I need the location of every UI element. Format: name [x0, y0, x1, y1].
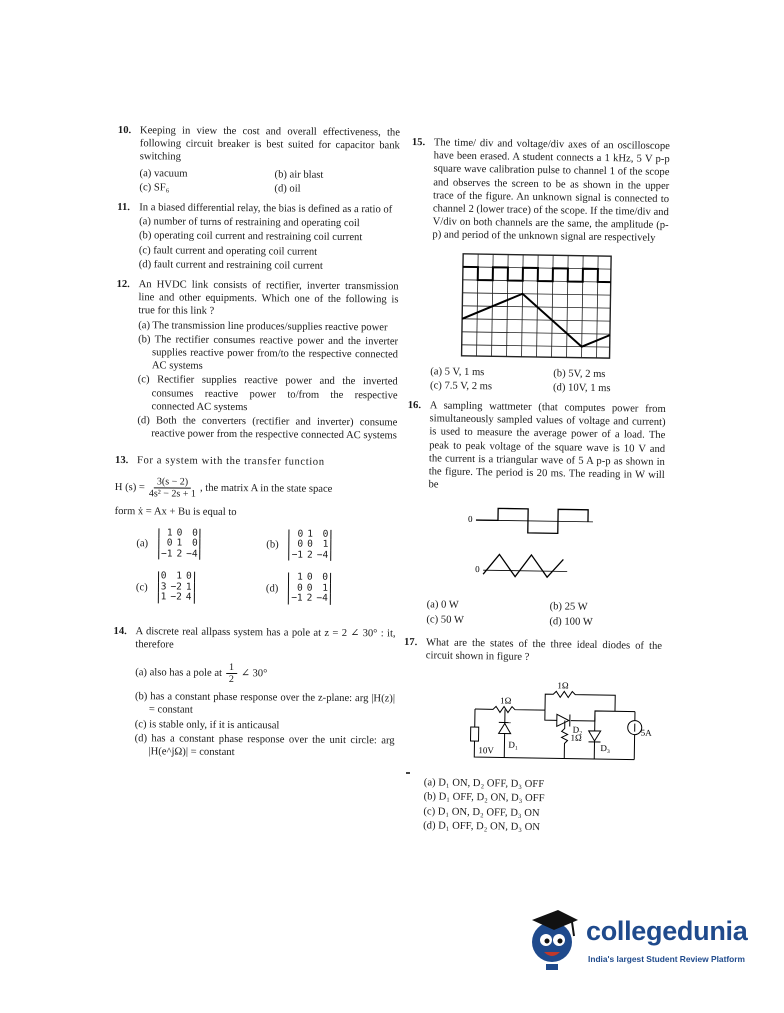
option-c: (c) 7.5 V, 2 ms: [429, 380, 493, 393]
axis-zero-label-current: 0: [475, 564, 480, 575]
matrix-cell: −1: [291, 549, 304, 561]
matrix-cell: 0: [306, 572, 313, 584]
mascot-icon: [526, 908, 582, 974]
matrix-cell: 2: [306, 593, 313, 605]
transfer-function-tail: , the matrix A in the state space: [199, 482, 333, 495]
question-number: 15.: [411, 136, 426, 149]
label-source-v: 10V: [478, 745, 494, 756]
question-text: A sampling wattmeter (that computes power from simultaneously sampled values of voltage and current) is used to measure the average power of a load. The peak to peak voltage of the square wave is 10 V and the current is a triangular wave of 5 A p-p as shown in the figure. The period is 20 ms. The reading in W will be: [428, 400, 666, 491]
options: [139, 166, 399, 197]
options: [426, 598, 662, 630]
matrix-cell: 1: [176, 537, 183, 549]
option-d: (d) has a constant phase response over the unit circle: arg |H(e^jΩ)| = constant: [134, 733, 395, 759]
question-text: An HVDC link consists of rectifier, inverter transmission line and other equipments. Which one of the following is true for this link ?: [138, 279, 399, 318]
option-c: (c) SF₆: [139, 182, 170, 194]
option-c: (c) fault current and operating coil current: [138, 244, 318, 258]
option-d: (d) D₁ OFF, D₂ ON, D₃ ON: [423, 820, 541, 833]
label-d1: D₁: [508, 739, 519, 751]
question-text: For a system with the transfer function: [137, 455, 325, 469]
current-axis: [483, 571, 567, 572]
option-d: (d) fault current and restraining coil current: [138, 259, 323, 272]
matrix-cell: −1: [160, 548, 173, 560]
transfer-function: [115, 476, 397, 501]
question-number: 10.: [117, 124, 132, 137]
matrix-cell: 4: [185, 591, 192, 604]
matrix-options: [136, 528, 397, 605]
question-14: [112, 625, 395, 761]
option-a: (a) 0 W: [426, 599, 459, 612]
question-12: [115, 278, 398, 443]
label-source-i: 5A: [640, 727, 652, 739]
matrix-cell: 0: [192, 527, 198, 539]
brand-tagline: India's largest Student Review Platform: [588, 954, 745, 964]
matrix-cell: 2: [176, 548, 183, 560]
matrix-cell: −2: [170, 581, 182, 593]
option-a: (a) The transmission line produces/supplies reactive power: [138, 319, 388, 334]
stray-mark: [406, 772, 410, 774]
option-a-fraction: [226, 662, 237, 685]
question-number: 14.: [113, 625, 127, 637]
option-a: (a) number of turns of restraining and operating coil: [139, 216, 360, 230]
question-16: [404, 399, 666, 630]
matrix-cell: 1: [166, 527, 173, 539]
upper-trace-square-wave: [463, 266, 611, 281]
question-number: 12.: [116, 279, 130, 291]
right-column: [401, 136, 670, 843]
matrix-cell: −4: [186, 548, 198, 560]
matrix-cell: 0: [307, 539, 313, 551]
matrix-cell: 0: [297, 528, 304, 540]
matrix: [289, 529, 332, 561]
question-11: [117, 201, 400, 273]
question-text: What are the states of the three ideal diodes of the circuit shown in figure ?: [425, 637, 663, 663]
option-b: (b) 25 W: [549, 601, 588, 614]
question-text: A discrete real allpass system has a pole at z = 2 ∠ 30° : it, therefore: [135, 626, 396, 651]
matrix-cell: 0: [306, 582, 313, 594]
collegedunia-logo[interactable]: [526, 908, 756, 978]
matrix-cell: 0: [160, 570, 167, 582]
left-column: [112, 124, 400, 768]
option-c: (c) Rectifier supplies reactive power and the inverted consumes reactive power to/from the respective connected AC systems: [137, 374, 398, 413]
diode-circuit: [444, 669, 656, 772]
matrix-cell: −1: [291, 592, 303, 605]
matrix-cell: 0: [191, 538, 198, 550]
matrix-cell: 1: [297, 571, 303, 584]
matrix-cell: 2: [307, 549, 313, 561]
wattmeter-waveforms: [467, 504, 608, 592]
option-c: (c) is stable only, if it is anticausal: [134, 718, 280, 732]
label-d2: D₂: [572, 724, 583, 736]
question-text-2: form ẋ = Ax + Bu is equal to: [114, 505, 237, 518]
question-number: 16.: [407, 399, 422, 412]
label-r-mid: 1Ω: [570, 732, 582, 744]
matrix-cell: 0: [185, 570, 192, 583]
denominator: 2: [228, 674, 234, 686]
question-number: 13.: [115, 455, 129, 467]
option-b: (b) D₁ OFF, D₂ ON, D₃ OFF: [423, 791, 545, 805]
matrix-option-label: (c): [135, 581, 148, 593]
option-a: (a) D₁ ON, D₂ OFF, D₃ OFF: [423, 777, 545, 791]
matrix: [288, 573, 331, 605]
option-b: (b) air blast: [274, 168, 324, 181]
matrix: [158, 572, 195, 604]
matrix-cell: 0: [322, 528, 329, 540]
question-number: 11.: [117, 202, 130, 214]
matrix-cell: 1: [307, 528, 314, 540]
matrix-option-label: (d): [265, 582, 279, 594]
matrix-option-label: (b): [266, 539, 279, 551]
matrix-option-label: (a): [136, 538, 149, 550]
label-r-left: 1Ω: [500, 695, 512, 706]
question-15: [408, 136, 670, 396]
question-text: In a biased differential relay, the bias is defined as a ratio of: [139, 202, 393, 216]
brand-name: collegedunia: [586, 916, 748, 946]
resistor-left: [475, 706, 545, 713]
matrix-cell: 0: [296, 582, 303, 594]
matrix-cell: 1: [176, 570, 183, 582]
question-13: [114, 454, 397, 605]
option-a: (a) vacuum: [139, 167, 188, 180]
question-text: The time/ div and voltage/div axes of an oscilloscope have been erased. A student connects a 1 kHz, 5 V p-p square wave calibration pulse to channel 1 of the scope and observes the screen to be as shown in the upper trace of the figure. An unknown signal is connected to channel 2 (lower trace) of the scope. If the time/div and V/div on both channels are the same, the amplitude (p-p) and period of the unknown signal are respectively: [432, 137, 670, 245]
option-a-suffix: ∠ 30°: [240, 668, 268, 680]
option-d: (d) 100 W: [549, 615, 593, 628]
matrix-cell: 0: [176, 527, 183, 539]
option-c: (c) 50 W: [426, 613, 464, 626]
question-10: [117, 124, 400, 196]
option-b: (b) operating coil current and restraining coil current: [138, 230, 363, 244]
matrix-cell: 1: [185, 581, 192, 593]
question-17: [401, 636, 662, 836]
option-d: (d) oil: [274, 183, 301, 195]
matrix-cell: −2: [170, 591, 182, 603]
option-a: (a) 5 V, 1 ms: [430, 365, 485, 378]
denominator: 4s² − 2s + 1: [148, 487, 196, 500]
option-a: [135, 661, 395, 686]
option-d: (d) Both the converters (rectifier and inverter) consume reactive power from the respective connected AC systems: [137, 415, 398, 442]
numerator: 3(s − 2): [154, 476, 191, 488]
option-c: (c) D₁ ON, D₂ OFF, D₃ ON: [423, 805, 540, 819]
matrix-option: [266, 529, 396, 562]
current-triangle-wave: [483, 555, 563, 578]
diode-d3-body: [589, 731, 601, 741]
matrix-cell: 3: [160, 581, 167, 593]
matrix-cell: 0: [166, 537, 173, 549]
option-b: (b) 5V, 2 ms: [553, 367, 606, 380]
matrix-cell: 1: [322, 539, 329, 551]
options: [430, 364, 666, 396]
matrix-cell: 0: [297, 538, 304, 551]
label-r-top: 1Ω: [557, 680, 569, 691]
question-text: Keeping in view the cost and overall effectiveness, the following circuit breaker is best suited for capacitor bank switching: [139, 125, 400, 163]
diode-d1-body: [499, 724, 511, 734]
diode-d2-body: [557, 715, 569, 727]
resistor-top: [545, 691, 615, 711]
label-d3: D₃: [600, 743, 611, 754]
axis-zero-label: 0: [467, 514, 473, 525]
option-b: (b) has a constant phase response over the z-plane: arg |H(z)| = constant: [134, 691, 396, 717]
voltage-source: [471, 727, 479, 741]
transfer-function-fraction: [149, 476, 196, 499]
matrix-cell: −4: [316, 593, 328, 605]
matrix-cell: 1: [322, 582, 329, 594]
matrix-cell: 0: [322, 572, 329, 584]
matrix-option: [266, 573, 396, 606]
matrix: [158, 528, 201, 560]
bottom-wire: [474, 709, 635, 760]
resistor-mid: [561, 721, 568, 759]
matrix-option: [136, 572, 266, 605]
question-number: 17.: [403, 636, 418, 649]
transfer-function-label: H (s) =: [114, 481, 145, 493]
matrix-option: [136, 528, 266, 561]
matrix-cell: −4: [316, 549, 329, 561]
matrix-cell: 1: [160, 591, 167, 603]
numerator: 1: [226, 662, 237, 674]
option-a-prefix: (a) also has a pole at: [135, 667, 223, 680]
current-source-branch: [634, 712, 635, 760]
oscilloscope-figure: [461, 252, 613, 358]
option-d: (d) 10V, 1 ms: [552, 382, 611, 394]
option-b: (b) The rectifier consumes reactive power and the inverter supplies reactive power from/to the respective connected AC systems: [138, 334, 399, 372]
